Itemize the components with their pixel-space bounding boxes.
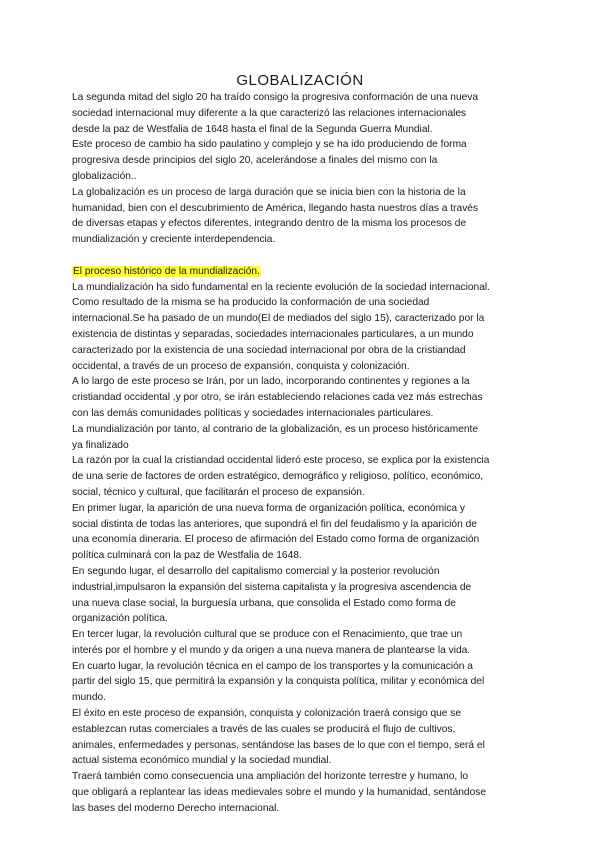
text-line: La globalización es un proceso de larga duración que se inicia bien con la historia de la: [72, 186, 466, 198]
text-line: La mundialización por tanto, al contrario de la globalización, es un proceso históricamente: [72, 423, 479, 435]
text-line: mundo.: [72, 692, 106, 704]
text-line: animales, enfermedades y personas, sentándose las bases de lo que con el tiempo, será el: [72, 739, 485, 751]
text-line: industrial,impulsaron la expansión del sistema capitalista y la progresiva ascendencia de: [72, 581, 472, 593]
text-line: partir del siglo 15, que permitirá la expansión y la conquista política, militar y económica del: [72, 676, 485, 688]
section-paragraphs: [72, 280, 542, 817]
text-line: una economía dineraria. El proceso de afirmación del Estado como forma de organización: [72, 534, 480, 546]
text-line: globalización..: [72, 170, 137, 182]
paragraph-spacer: [72, 248, 542, 264]
text-line: La razón por la cual la cristiandad occidental lideró este proceso, se explica por la existencia: [72, 455, 490, 467]
text-line: ya finalizado: [72, 439, 129, 451]
text-line: En tercer lugar, la revolución cultural que se produce con el Renacimiento, que trae un: [72, 629, 463, 641]
text-line: sociedad internacional muy diferente a la que caracterizó las relaciones internacionales: [72, 107, 467, 119]
text-line: de una serie de factores de orden estratégico, demográfico y religioso, político, económico,: [72, 471, 484, 483]
text-line: cristiandad occidental ,y por otro, se irán estableciendo relaciones cada vez más estrechas: [72, 392, 483, 404]
text-line: organización política.: [72, 613, 168, 625]
text-line: internacional.Se ha pasado de un mundo(El de mediados del siglo 15), caracterizado por la: [72, 313, 485, 325]
text-line: Este proceso de cambio ha sido paulatino y complejo y se ha ido produciendo de forma: [72, 139, 467, 151]
section-heading: El proceso histórico de la mundialización.: [73, 265, 260, 277]
text-line: mundialización y creciente interdependencia.: [72, 234, 276, 246]
text-line: El éxito en este proceso de expansión, conquista y colonización traerá consigo que se: [72, 708, 462, 720]
text-line: social distinta de todas las anteriores, que supondrá el fin del feudalismo y la aparición de: [72, 518, 477, 530]
text-line: En cuarto lugar, la revolución técnica en el campo de los transportes y la comunicación a: [72, 660, 473, 672]
text-line: interés por el hombre y el mundo y da origen a una nueva manera de plantearse la vida.: [72, 644, 471, 656]
text-line: A lo largo de este proceso se Irán, por un lado, incorporando continentes y regiones a la: [72, 376, 470, 388]
text-line: con las demás comunidades políticas y sociedades internacionales particulares.: [72, 407, 434, 419]
text-line: política culminará con la paz de Westfalia de 1648.: [72, 550, 302, 562]
text-line: La mundialización ha sido fundamental en la reciente evolución de la sociedad internacional.: [72, 281, 490, 293]
text-line: progresiva desde principios del siglo 20, acelerándose a finales del mismo con la: [72, 155, 438, 167]
text-line: existencia de distintas y separadas, sociedades internacionales particulares, a un mundo: [72, 328, 474, 340]
text-line: occidental, a través de un proceso de expansión, conquista y colonización.: [72, 360, 410, 372]
text-line: establezcan rutas comerciales a través de las cuales se producirá el flujo de cultivos,: [72, 723, 456, 735]
text-line: que obligará a replantear las ideas medievales sobre el mundo y la humanidad, sentándose: [72, 787, 486, 799]
text-line: Traerá también como consecuencia una ampliación del horizonte terrestre y humano, lo: [72, 771, 469, 783]
intro-paragraphs: [72, 90, 542, 248]
text-line: caracterizado por la existencia de una sociedad internacional por obra de la cristiandad: [72, 344, 466, 356]
text-line: Como resultado de la misma se ha producido la conformación de una sociedad: [72, 297, 430, 309]
text-line: La segunda mitad del siglo 20 ha traído consigo la progresiva conformación de una nueva: [72, 92, 479, 103]
text-line: En primer lugar, la aparición de una nueva forma de organización política, económica y: [72, 502, 466, 514]
text-line: social, técnico y cultural, que facilitarán el proceso de expansión.: [72, 486, 365, 498]
document-title: GLOBALIZACIÓN: [236, 72, 364, 89]
text-line: En segundo lugar, el desarrollo del capitalismo comercial y la posterior revolución: [72, 565, 440, 577]
section-heading-line: [72, 264, 542, 280]
text-line: de diversas etapas y efectos diferentes, integrando dentro de la misma los procesos de: [72, 218, 467, 230]
text-line: desde la paz de Westfalia de 1648 hasta el final de la Segunda Guerra Mundial.: [72, 123, 433, 135]
text-line: una nueva clase social, la burguesía urbana, que consolida el Estado como forma de: [72, 597, 456, 609]
document-body: [72, 90, 542, 817]
text-line: actual sistema económico mundial y la sociedad mundial.: [72, 755, 332, 767]
text-line: las bases del moderno Derecho internacional.: [72, 802, 280, 814]
text-line: humanidad, bien con el descubrimiento de América, llegando hasta nuestros días a través: [72, 202, 479, 214]
